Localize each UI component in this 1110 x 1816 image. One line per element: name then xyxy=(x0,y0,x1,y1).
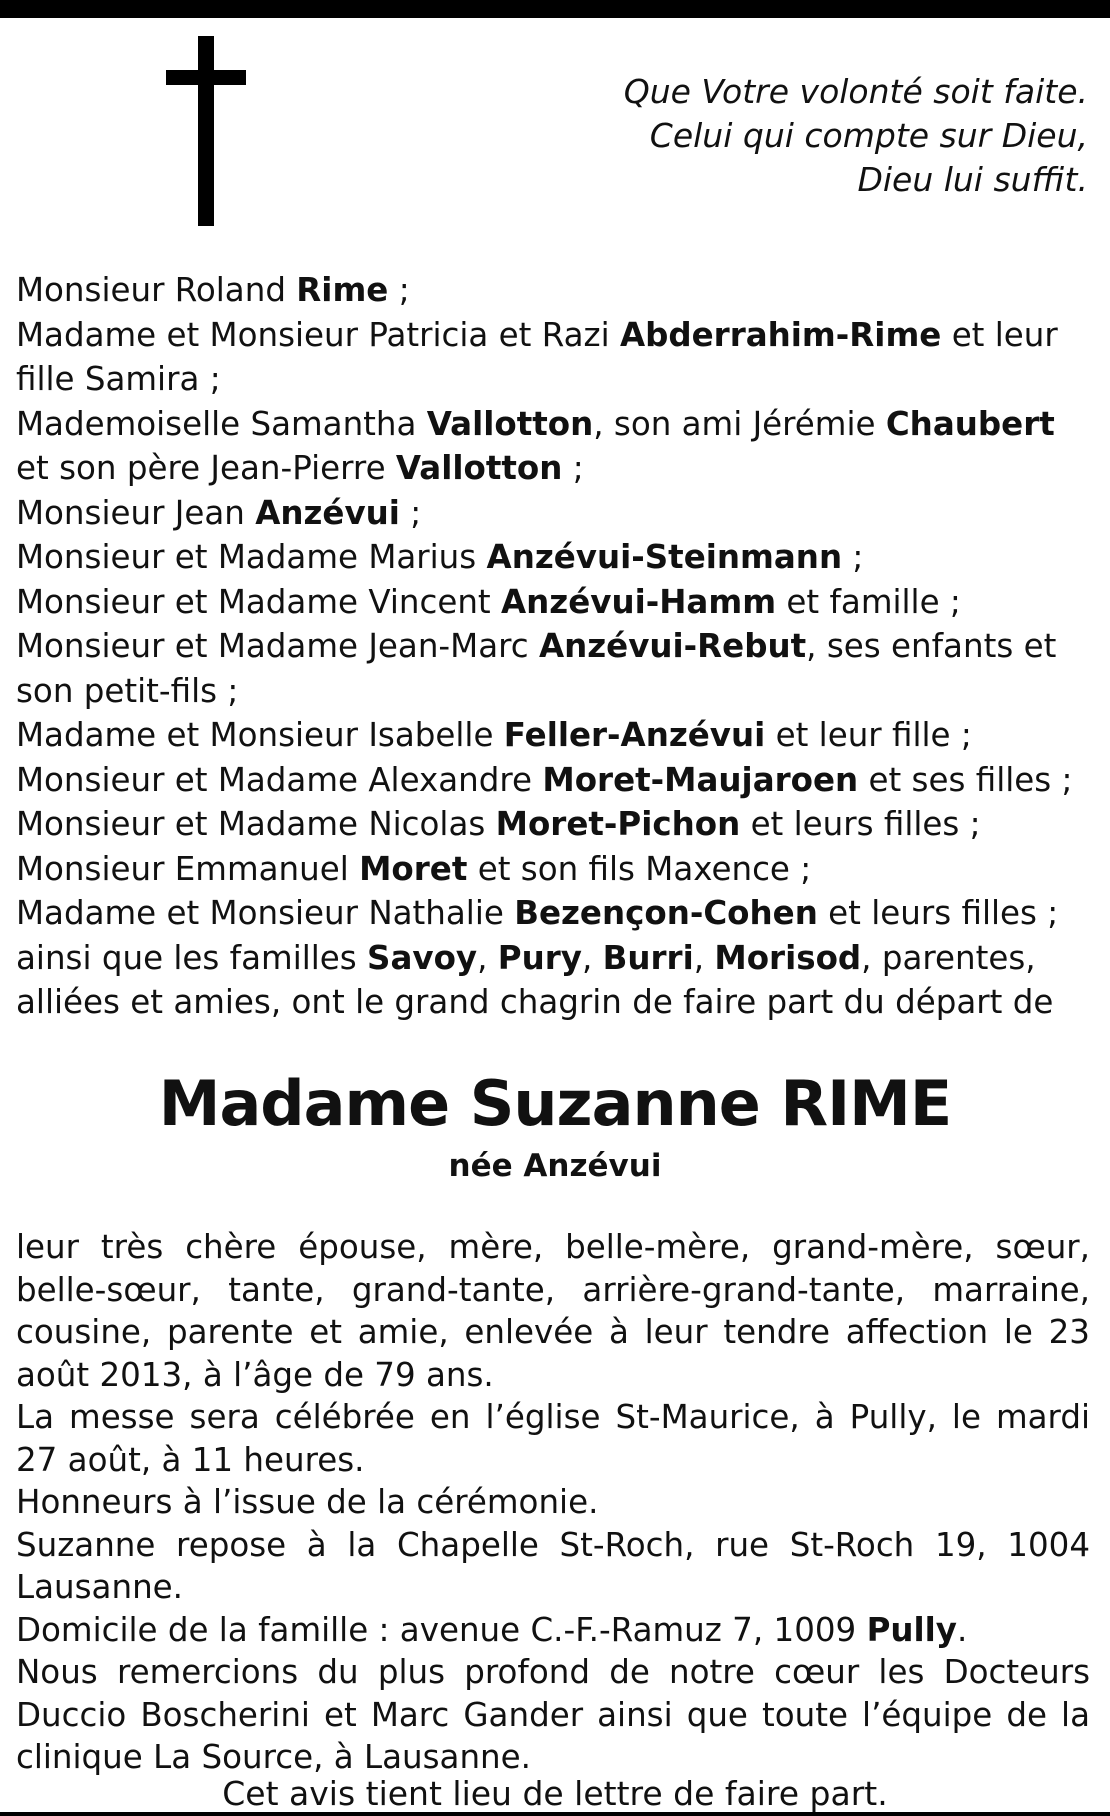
family-line: ainsi que les familles Savoy, Pury, Burri, Morisod, parentes, alliées et amies, ont le grand chagrin de faire part du départ de xyxy=(16,938,1054,1021)
family-list xyxy=(16,268,1090,1025)
body-paragraph: Nous remercions du plus profond de notre cœur les Docteurs Duccio Boscherini et Marc Gander ainsi que toute l’équipe de la clinique La Source, à Lausanne. xyxy=(16,1653,1090,1776)
maiden-name: née Anzévui xyxy=(448,1148,662,1184)
family-line: Madame et Monsieur Isabelle Feller-Anzévui et leur fille ; xyxy=(16,716,972,754)
family-line: Monsieur et Madame Vincent Anzévui-Hamm et famille ; xyxy=(16,582,961,621)
body-paragraph: Domicile de la famille : avenue C.-F.-Ramuz 7, 1009 Pully. xyxy=(16,1610,968,1649)
bible-verse xyxy=(624,70,1088,202)
body-paragraph: leur très chère épouse, mère, belle-mère, grand-mère, sœur, belle-sœur, tante, grand-tante, arrière-grand-tante, marraine, cousine, parente et amie, enlevée à leur tendre affection le 23 août 2013, à l’âge de 79 ans. xyxy=(16,1228,1090,1394)
verse-line: Que Votre volonté soit faite. xyxy=(623,72,1088,111)
family-line: Monsieur et Madame Jean-Marc Anzévui-Rebut, ses enfants et son petit-fils ; xyxy=(16,627,1057,710)
cross-icon xyxy=(166,36,246,226)
body-paragraph: Suzanne repose à la Chapelle St-Roch, rue St-Roch 19, 1004 Lausanne. xyxy=(16,1525,1090,1606)
deceased-name: Madame Suzanne RIME xyxy=(158,1067,952,1140)
family-line: Monsieur Roland Rime ; xyxy=(16,271,410,309)
family-line: Monsieur et Madame Nicolas Moret-Pichon et leurs filles ; xyxy=(16,805,981,843)
body-paragraph: Honneurs à l’issue de la cérémonie. xyxy=(16,1483,599,1521)
family-line: Monsieur Jean Anzévui ; xyxy=(16,493,422,532)
family-line: Monsieur et Madame Marius Anzévui-Steinmann ; xyxy=(16,538,864,576)
family-line: Monsieur Emmanuel Moret et son fils Maxence ; xyxy=(16,849,812,888)
verse-line: Dieu lui suffit. xyxy=(857,160,1088,199)
body-paragraph: La messe sera célébrée en l’église St-Maurice, à Pully, le mardi 27 août, à 11 heures. xyxy=(16,1398,1090,1479)
family-line: Mademoiselle Samantha Vallotton, son ami Jérémie Chaubert et son père Jean-Pierre Vallotton ; xyxy=(16,404,1055,487)
family-line: Monsieur et Madame Alexandre Moret-Maujaroen et ses filles ; xyxy=(16,760,1073,799)
family-line: Madame et Monsieur Nathalie Bezençon-Cohen et leurs filles ; xyxy=(16,894,1059,932)
verse-line: Celui qui compte sur Dieu, xyxy=(649,116,1088,155)
closing-note: Cet avis tient lieu de lettre de faire part. xyxy=(222,1774,888,1813)
family-line: Madame et Monsieur Patricia et Razi Abderrahim-Rime et leur fille Samira ; xyxy=(16,315,1058,398)
notice-body xyxy=(16,1226,1090,1779)
